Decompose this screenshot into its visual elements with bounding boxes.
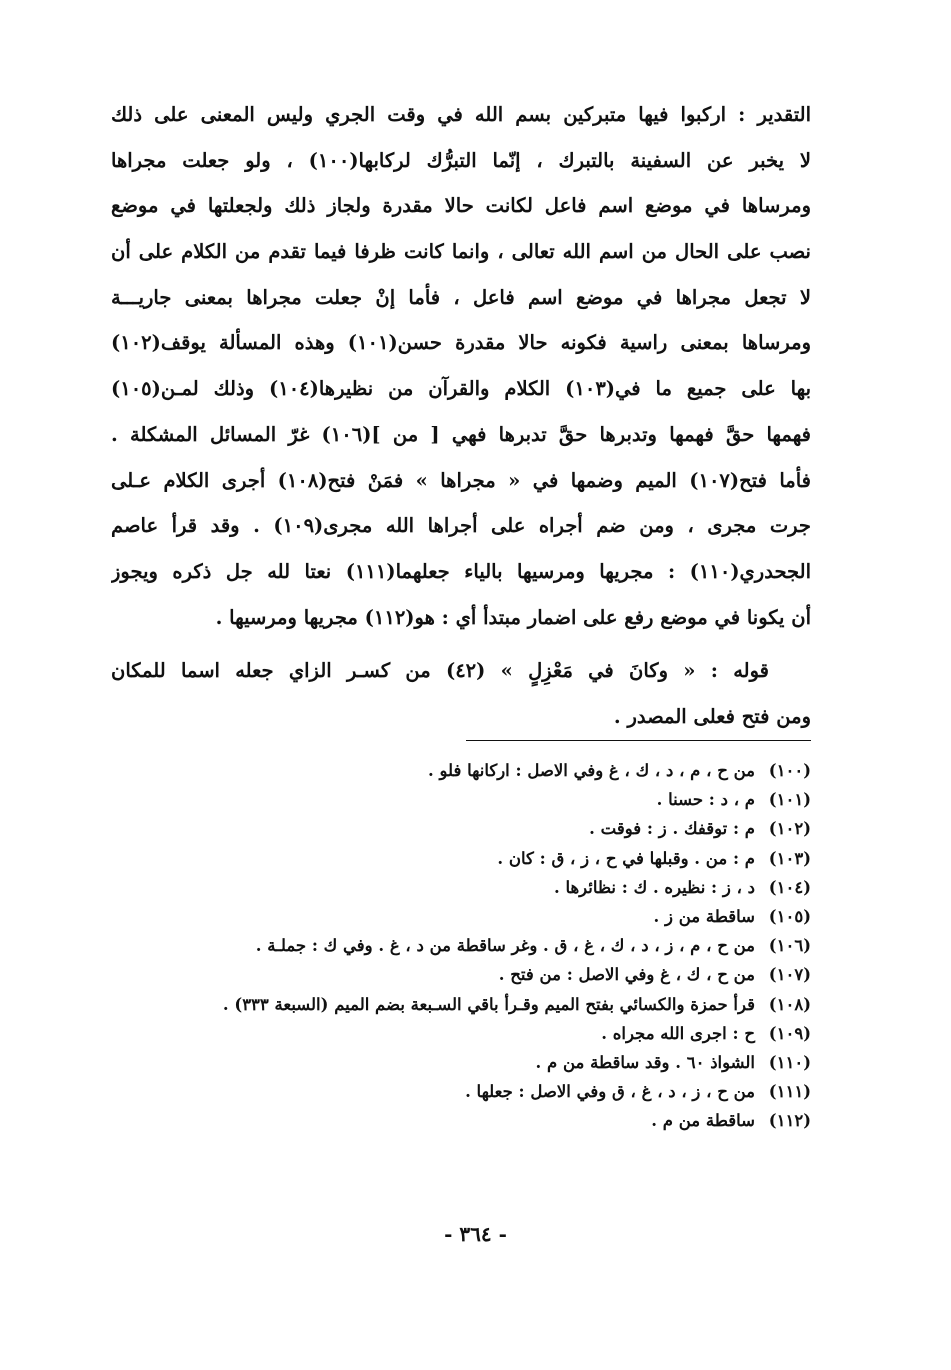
text-line: ومرساها في موضع اسم فاعل لكانت حالا مقدرة ولجاز ذلك ولجعلتها في موضع [111,194,811,218]
footnote-number: (١١١) [768,1082,811,1102]
footnote-number: (١٠٢) [768,819,811,839]
footnote-number: (١٠٨) [768,994,811,1014]
footnote-text: م : توقفك . ز : فوقت . [589,819,755,839]
text-line: فهمها حقَّ فهمها وتدبرها حقَّ تدبرها فهي [ من ](١٠٦) غرّ المسائل المشكلة . [111,422,811,446]
footnote-text: الشواذ ٦٠ . وقد ساقطة من م . [535,1053,755,1073]
text-line: أن يكونا في موضع رفع على اضمار مبتدأ أي : هو(١١٢) مجريها ومرسيها . [215,605,811,629]
main-text-block [111,92,811,740]
footnote-text: من ح ، ز ، د ، غ ، ق وفي الاصل : جعلها . [465,1082,755,1102]
footnote-text: ح : اجرى الله مجراه . [601,1023,755,1043]
footnote-number: (١١٢) [768,1111,811,1131]
text-line: جرت مجرى ، ومن ضم أجراه على أجراها الله مجرى(١٠٩) . وقد قرأ عاصم [111,514,811,538]
text-line: ومرساها بمعنى راسية فكونه حالا مقدرة حسن(١٠١) وهذه المسألة يوقف(١٠٢) [111,331,811,355]
footnote [111,902,811,931]
text-line: نصب على الحال من اسم الله تعالى ، وانما كانت ظرفا فيما تقدم من الكلام على أن [111,240,811,264]
footnote-text: ساقطة من ز . [653,907,755,927]
footnote-number: (١٠٧) [768,965,811,985]
paragraph-1 [111,92,811,640]
footnote-text: من ح ، ك ، غ وفي الاصل : من فتح . [498,965,755,985]
footnote [111,1077,811,1106]
footnote-number: (١١٠) [768,1053,811,1073]
paragraph-2 [111,648,811,739]
text-line: قوله : « وكانَ في مَعْزِلٍ » (٤٢) من كسـر الزاي جعله اسما للمكان [111,659,769,683]
text-line: ومن فتح فعلى المصدر . [613,704,811,728]
footnote-number: (١٠٦) [768,936,811,956]
footnote-text: قرأ حمزة والكسائي بفتح الميم وقـرأ باقي السـبعة بضم الميم (السبعة ٣٣٣) . [222,994,755,1014]
footnote-number: (١٠٠) [768,761,811,780]
footnote-text: م ، د : حسنا . [656,790,755,810]
footnote-text: د ، ز : نظيره . ك : نظائرها . [553,877,755,897]
footnote-number: (١٠٥) [768,907,811,927]
footnote [111,1019,811,1048]
footnote [111,844,811,873]
footnote-text: من ح ، م ، د ، ك ، غ وفي الاصل : اركانها فلو . [427,761,755,780]
footnote [111,931,811,960]
text-line: لا تجعل مجراها في موضع اسم فاعل ، فأما إنْ جعلت مجراها بمعنى جاريـــة [111,285,811,309]
footnote-text: ساقطة من م . [651,1111,755,1131]
footnotes [111,756,811,1136]
footnote [111,873,811,902]
text-line: فأما فتح(١٠٧) الميم وضمها في « مجراها » فمَنْ فتح(١٠٨) أجرى الكلام عـلى [111,468,811,492]
text-line: التقدير : اركبوا فيها متبركين بسم الله في وقت الجري وليس المعنى على ذلك [111,103,811,126]
page-number: - ٣٦٤ - [444,1222,507,1246]
footnote-text: م : من . وقبلها في ح ، ز ، ق : كان . [497,848,755,868]
footnote [111,990,811,1019]
footnote [111,814,811,843]
footnote [111,1106,811,1135]
footnote [111,785,811,814]
footnote-number: (١٠٤) [768,877,811,897]
footnote-number: (١٠٩) [768,1023,811,1043]
paragraph-gap [111,640,811,648]
text-line: لا يخبر عن السفينة بالتبرك ، إنّما التبرُّك لركابها(١٠٠) ، ولو جعلت مجراها [111,148,811,172]
footnote [111,756,811,785]
footnote-number: (١٠١) [768,790,811,810]
footnote-separator [466,740,811,741]
footnote-text: من ح ، م ، ز ، د ، ك ، غ ، ق . وغر ساقطة من د ، غ . وفي ك : جملـة . [255,936,755,956]
footnote [111,1048,811,1077]
footnote-number: (١٠٣) [768,848,811,868]
footnote [111,960,811,989]
text-line: بها على جميع ما في(١٠٣) الكلام والقرآن من نظيرها(١٠٤) وذلك لمـن(١٠٥) [111,377,811,401]
text-line: الجحدري(١١٠) : مجريها ومرسيها بالياء جعلهما(١١١) نعتا لله جل ذكره ويجوز [111,559,811,583]
